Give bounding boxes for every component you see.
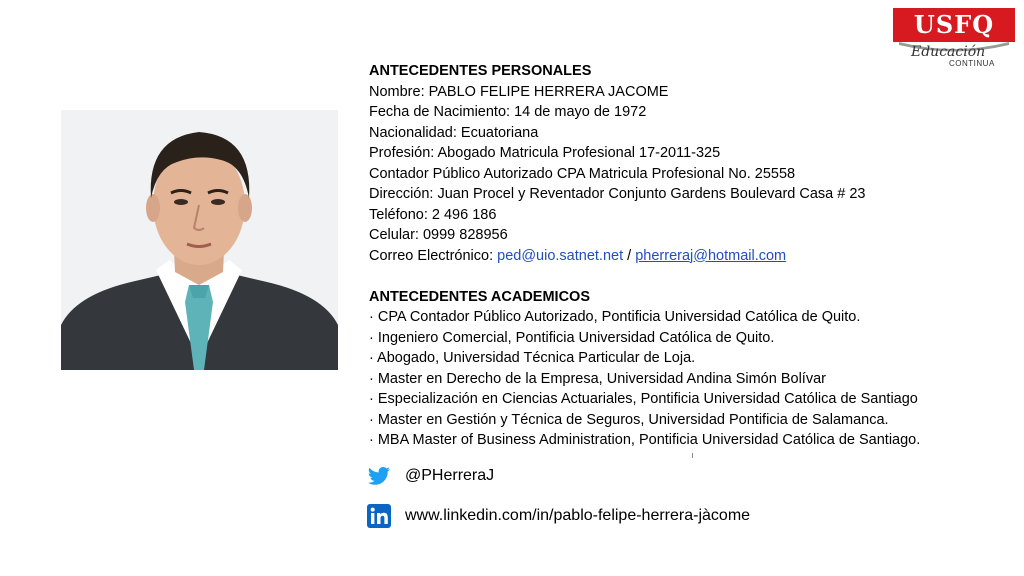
portrait-figure-icon <box>61 110 338 370</box>
logo-brand: USFQ <box>893 8 1015 42</box>
academic-item: · Master en Gestión y Técnica de Seguros, Universidad Pontificia de Salamanca. <box>369 411 889 428</box>
portrait-photo <box>61 110 338 370</box>
personal-phone: Teléfono: 2 496 186 <box>369 206 497 223</box>
personal-profession: Profesión: Abogado Matricula Profesional 17-2011-325 <box>369 145 721 161</box>
logo-subtitle: Educación <box>911 44 986 60</box>
section-spacer <box>369 266 1009 287</box>
cursor-tick <box>692 453 693 458</box>
academic-item: · CPA Contador Público Autorizado, Pontificia Universidad Católica de Quito. <box>369 309 861 325</box>
personal-address: Dirección: Juan Procel y Reventador Conjunto Gardens Boulevard Casa # 23 <box>369 186 866 202</box>
personal-cpa: Contador Público Autorizado CPA Matricula Profesional No. 25558 <box>369 165 796 182</box>
twitter-handle[interactable]: @PHerreraJ <box>405 467 495 484</box>
academic-heading: ANTECEDENTES ACADEMICOS <box>369 288 591 305</box>
personal-nationality: Nacionalidad: Ecuatoriana <box>369 124 539 141</box>
personal-heading: ANTECEDENTES PERSONALES <box>369 63 592 79</box>
email-link-2[interactable]: pherreraj@hotmail.com <box>635 247 787 264</box>
logo-subtitle-2: CONTINUA <box>949 59 995 68</box>
personal-name: Nombre: PABLO FELIPE HERRERA JACOME <box>369 83 669 100</box>
personal-birth: Fecha de Nacimiento: 14 de mayo de 1972 <box>369 104 647 120</box>
linkedin-url[interactable]: www.linkedin.com/in/pablo-felipe-herrera-jàcome <box>405 507 751 524</box>
email-separator: / <box>623 247 636 264</box>
academic-item: · Especialización en Ciencias Actuariales, Pontificia Universidad Católica de Santiago <box>369 391 918 407</box>
linkedin-icon <box>367 504 391 528</box>
academic-item: · MBA Master of Business Administration, Pontificia Universidad Católica de Santiago. <box>369 432 921 448</box>
email-label: Correo Electrónico: <box>369 247 498 264</box>
linkedin-row[interactable] <box>367 503 750 529</box>
twitter-row[interactable] <box>367 463 494 489</box>
personal-mobile: Celular: 0999 828956 <box>369 227 508 243</box>
academic-item: · Abogado, Universidad Técnica Particular de Loja. <box>369 350 696 366</box>
academic-item: · Master en Derecho de la Empresa, Universidad Andina Simón Bolívar <box>369 370 826 387</box>
twitter-icon <box>367 464 391 488</box>
cv-content <box>369 61 1009 451</box>
personal-email-row <box>369 246 1009 267</box>
email-link-1[interactable]: ped@uio.satnet.net <box>497 247 624 264</box>
academic-item: · Ingeniero Comercial, Pontificia Universidad Católica de Quito. <box>369 329 775 346</box>
